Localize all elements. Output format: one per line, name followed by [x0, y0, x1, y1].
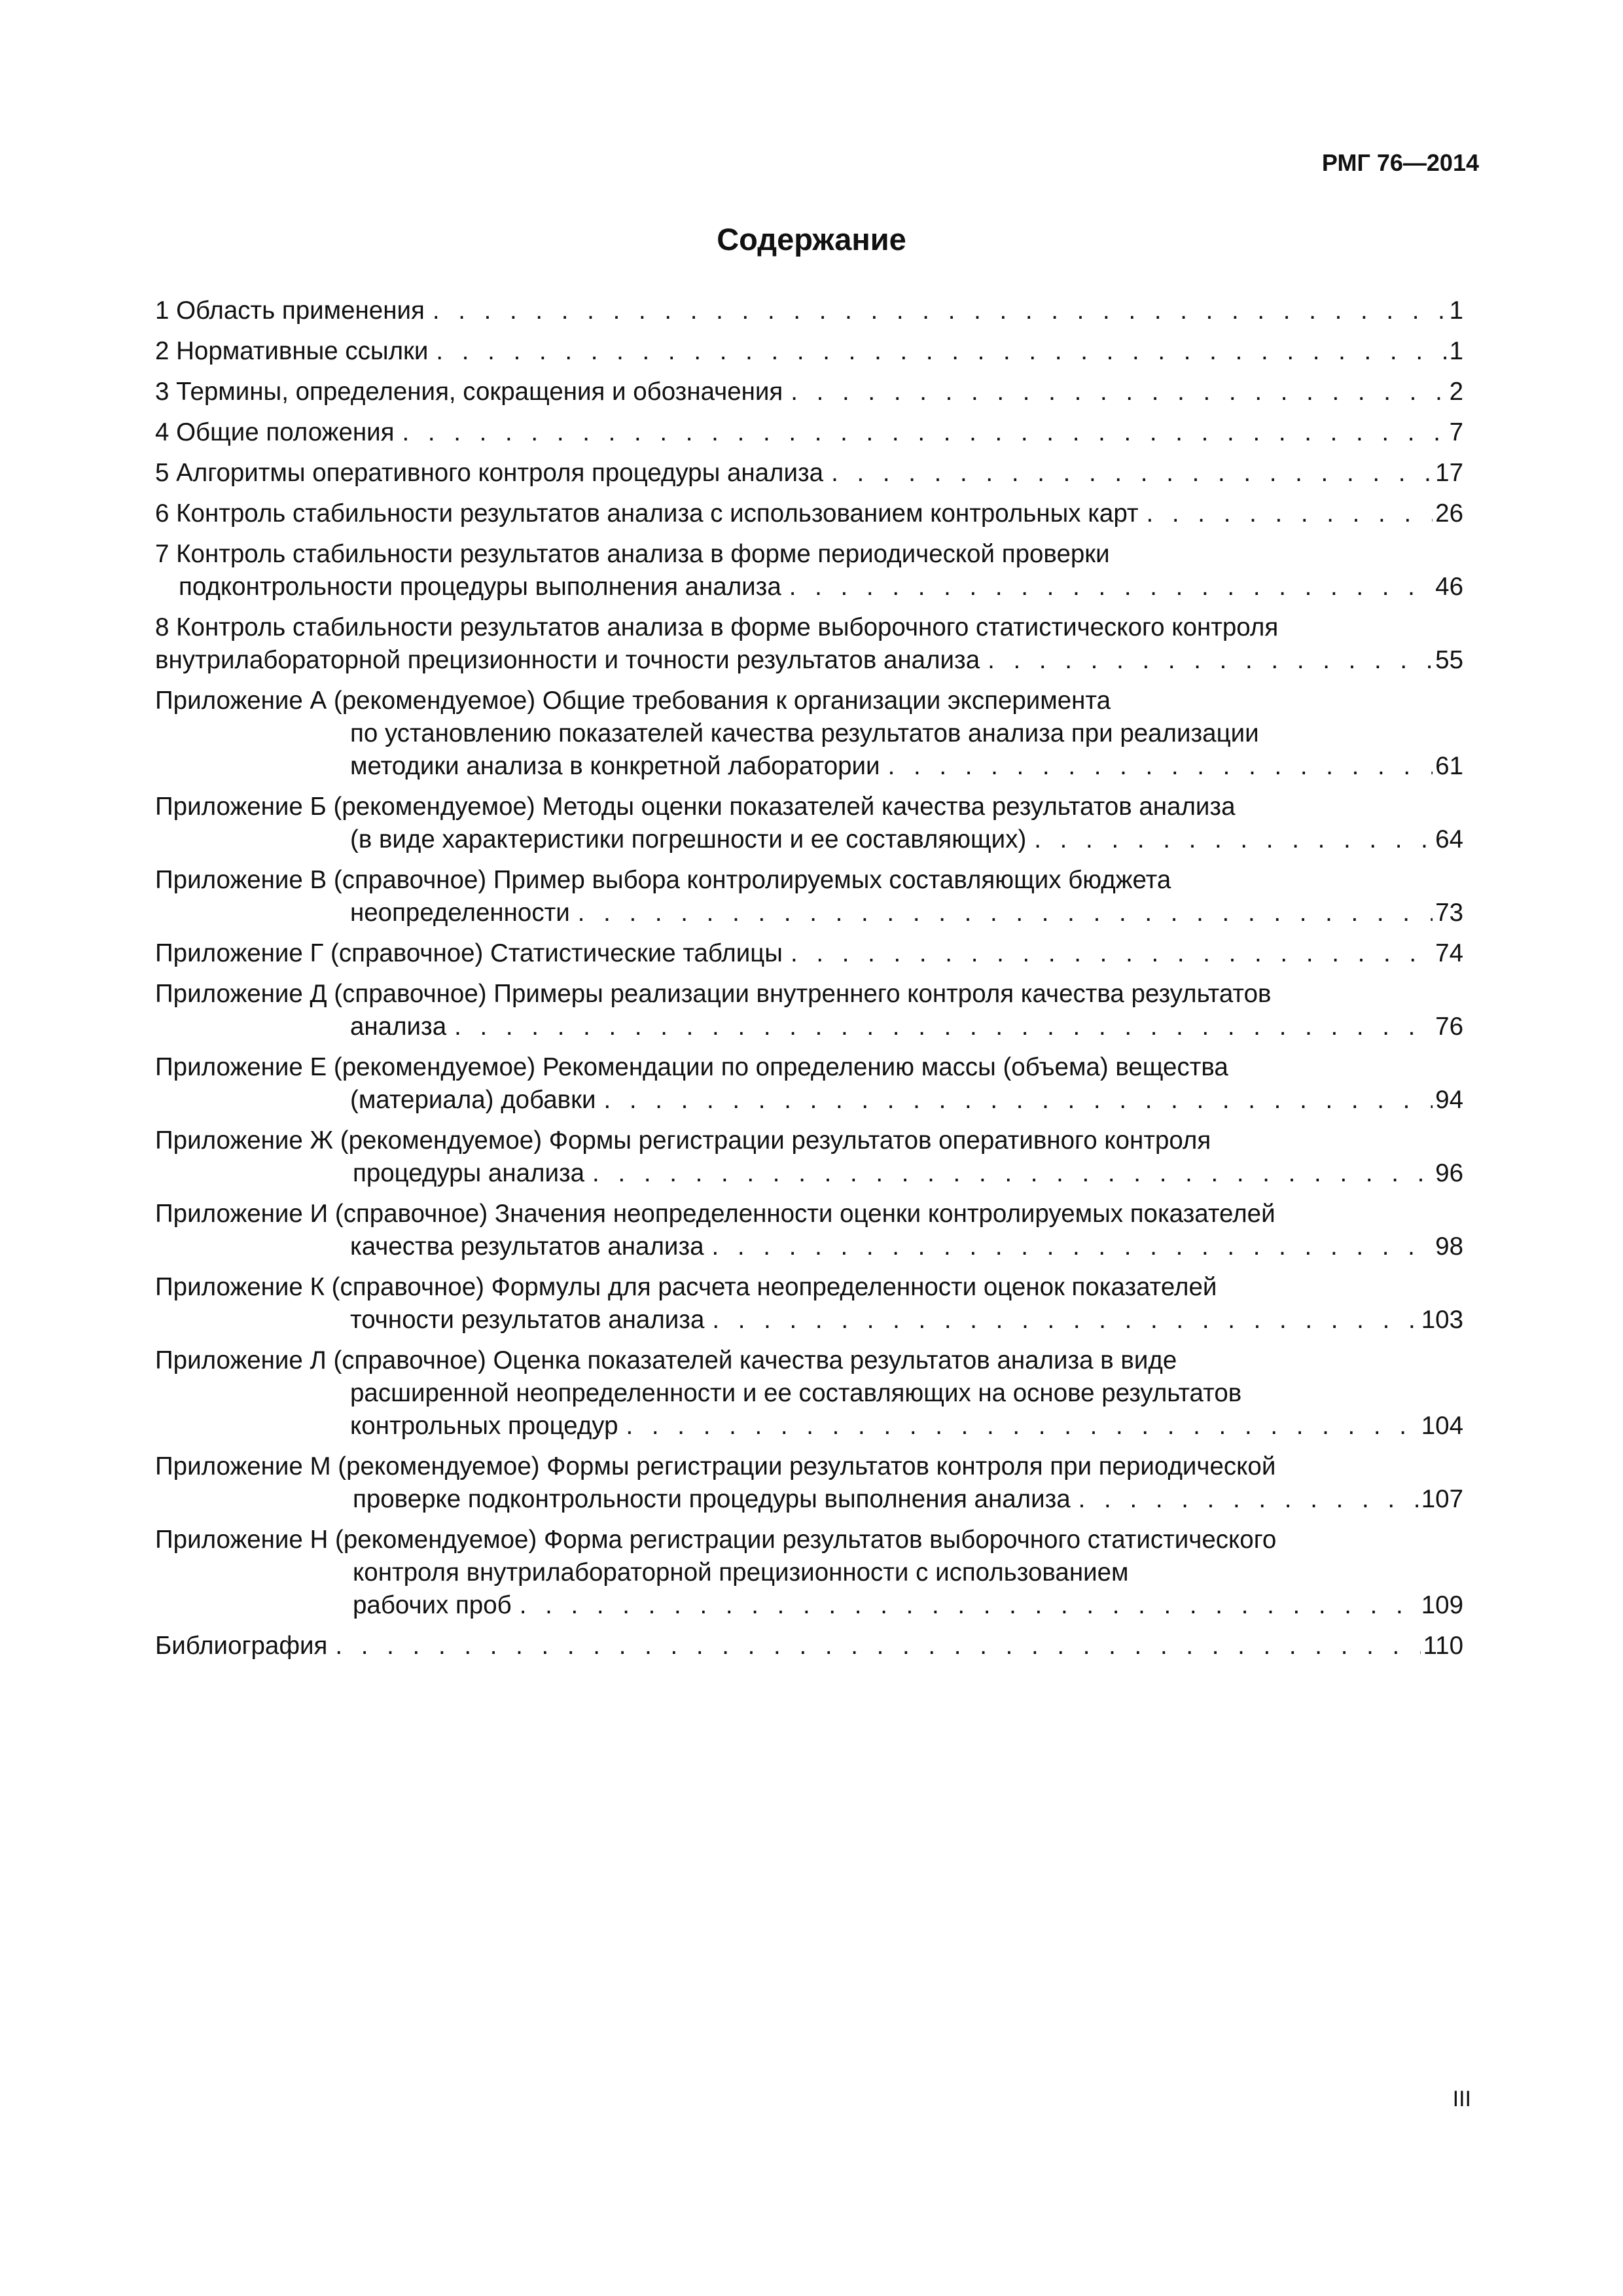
toc-entry-8[interactable]	[155, 611, 1463, 677]
toc-entry-text: Приложение Ж (рекомендуемое) Формы регистрации результатов оперативного контроля	[155, 1126, 1211, 1155]
toc-entry-appendix-g[interactable]	[155, 937, 1463, 970]
toc-entry-appendix-i[interactable]	[155, 1198, 1463, 1263]
toc-entry-appendix-m[interactable]	[155, 1450, 1463, 1516]
toc-entry-text: (в виде характеристики погрешности и ее составляющих)	[350, 825, 1027, 853]
toc-entry-text: (материала) добавки	[350, 1086, 596, 1114]
toc-entry-text: Приложение А (рекомендуемое) Общие требования к организации эксперимента	[155, 687, 1111, 715]
toc-entry-text: 2 Нормативные ссылки	[155, 337, 429, 365]
toc-entry-appendix-a[interactable]	[155, 685, 1463, 783]
toc-page-number: 17	[1435, 459, 1463, 487]
toc-entry-text: рабочих проб	[353, 1591, 512, 1619]
dot-leader	[791, 376, 1446, 408]
toc-page-number: 107	[1421, 1485, 1463, 1513]
toc-entry-text: 4 Общие положения	[155, 418, 395, 446]
toc-entry-text: анализа	[350, 1013, 447, 1041]
toc-entry-text: Приложение Г (справочное) Статистические таблицы	[155, 939, 783, 967]
toc-title: Содержание	[717, 222, 906, 257]
dot-leader	[603, 1084, 1433, 1117]
toc-page-number: 109	[1421, 1591, 1463, 1619]
toc-page-number: 26	[1435, 499, 1463, 528]
dot-leader	[988, 644, 1433, 677]
toc-entry-text: Приложение Л (справочное) Оценка показателей качества результатов анализа в виде	[155, 1346, 1177, 1374]
toc-entry-7[interactable]	[155, 538, 1463, 603]
toc-entry-bibliography[interactable]	[155, 1630, 1463, 1662]
toc-entry-text: проверке подконтрольности процедуры выполнения анализа	[353, 1485, 1071, 1513]
dot-leader	[831, 457, 1433, 490]
toc-entry-text: процедуры анализа	[353, 1159, 585, 1187]
toc-entry-text: методики анализа в конкретной лаборатории	[350, 752, 880, 780]
toc-page-number: 74	[1435, 939, 1463, 967]
toc-entry-text: расширенной неопределенности и ее составляющих на основе результатов	[350, 1379, 1242, 1407]
toc-entry-text: Приложение К (справочное) Формулы для расчета неопределенности оценок показателей	[155, 1273, 1217, 1301]
dot-leader	[433, 295, 1447, 327]
dot-leader	[789, 571, 1433, 603]
toc-entry-3[interactable]	[155, 376, 1463, 408]
toc-entry-text: Библиография	[155, 1632, 328, 1660]
toc-page-number: 73	[1435, 899, 1463, 927]
toc-entry-4[interactable]	[155, 416, 1463, 449]
toc-page-number: 55	[1435, 646, 1463, 674]
toc-entry-2[interactable]	[155, 335, 1463, 368]
toc-page-number: 7	[1449, 418, 1463, 446]
toc-page-number: 76	[1435, 1013, 1463, 1041]
toc-entry-text: 5 Алгоритмы оперативного контроля процедуры анализа	[155, 459, 824, 487]
dot-leader	[888, 750, 1433, 783]
toc-entry-appendix-d[interactable]	[155, 978, 1463, 1043]
toc-entry-text: качества результатов анализа	[350, 1232, 704, 1261]
table-of-contents	[155, 295, 1463, 1670]
toc-entry-text: Приложение В (справочное) Пример выбора контролируемых составляющих бюджета	[155, 866, 1171, 894]
toc-page-number: 94	[1435, 1086, 1463, 1114]
dot-leader	[626, 1410, 1419, 1443]
toc-entry-text: 6 Контроль стабильности результатов анализа с использованием контрольных карт	[155, 499, 1139, 528]
toc-page-number: 2	[1449, 378, 1463, 406]
toc-entry-text: Приложение Е (рекомендуемое) Рекомендации по определению массы (объема) вещества	[155, 1053, 1228, 1081]
toc-entry-text: Приложение Б (рекомендуемое) Методы оценки показателей качества результатов анализа	[155, 793, 1236, 821]
toc-entry-text: Приложение Н (рекомендуемое) Форма регистрации результатов выборочного статистического	[155, 1526, 1277, 1554]
toc-entry-appendix-b[interactable]	[155, 791, 1463, 856]
toc-entry-text: точности результатов анализа	[350, 1306, 705, 1334]
dot-leader	[454, 1011, 1433, 1043]
toc-entry-appendix-zh[interactable]	[155, 1124, 1463, 1190]
toc-entry-1[interactable]	[155, 295, 1463, 327]
toc-entry-6[interactable]	[155, 497, 1463, 530]
toc-entry-5[interactable]	[155, 457, 1463, 490]
toc-entry-text: 7 Контроль стабильности результатов анализа в форме периодической проверки	[155, 540, 1110, 568]
dot-leader	[436, 335, 1446, 368]
page-number: III	[1452, 2087, 1471, 2111]
toc-page-number: 98	[1435, 1232, 1463, 1261]
toc-entry-text: 3 Термины, определения, сокращения и обозначения	[155, 378, 783, 406]
toc-entry-appendix-k[interactable]	[155, 1271, 1463, 1336]
toc-entry-appendix-v[interactable]	[155, 864, 1463, 929]
dot-leader	[578, 897, 1433, 929]
toc-page-number: 104	[1421, 1412, 1463, 1440]
dot-leader	[712, 1230, 1433, 1263]
toc-entry-appendix-n[interactable]	[155, 1524, 1463, 1622]
toc-entry-text: контрольных процедур	[350, 1412, 618, 1440]
toc-entry-text: подконтрольности процедуры выполнения анализа	[179, 573, 781, 601]
toc-entry-text: 1 Область применения	[155, 296, 425, 325]
document-code: РМГ 76—2014	[1321, 149, 1479, 176]
toc-page-number: 110	[1423, 1632, 1463, 1660]
dot-leader	[520, 1589, 1419, 1622]
toc-entry-appendix-l[interactable]	[155, 1344, 1463, 1443]
toc-page-number: 64	[1435, 825, 1463, 853]
toc-entry-text: Приложение Д (справочное) Примеры реализации внутреннего контроля качества результатов	[155, 980, 1272, 1008]
toc-entry-text: контроля внутрилабораторной прецизионности с использованием	[353, 1558, 1129, 1587]
dot-leader	[402, 416, 1446, 449]
toc-entry-text: внутрилабораторной прецизионности и точности результатов анализа	[155, 646, 980, 674]
dot-leader	[1147, 497, 1433, 530]
toc-page-number: 103	[1421, 1306, 1463, 1334]
dot-leader	[1079, 1483, 1419, 1516]
toc-page-number: 1	[1449, 296, 1463, 325]
toc-page-number: 96	[1435, 1159, 1463, 1187]
dot-leader	[1034, 823, 1433, 856]
toc-entry-text: неопределенности	[350, 899, 570, 927]
toc-entry-appendix-e[interactable]	[155, 1051, 1463, 1117]
toc-entry-text: 8 Контроль стабильности результатов анализа в форме выборочного статистического контроля	[155, 613, 1279, 641]
dot-leader	[335, 1630, 1420, 1662]
dot-leader	[712, 1304, 1418, 1336]
toc-entry-text: Приложение М (рекомендуемое) Формы регистрации результатов контроля при периодической	[155, 1452, 1276, 1480]
toc-entry-text: Приложение И (справочное) Значения неопределенности оценки контролируемых показателей	[155, 1200, 1275, 1228]
dot-leader	[791, 937, 1433, 970]
toc-page-number: 61	[1435, 752, 1463, 780]
toc-page-number: 1	[1449, 337, 1463, 365]
toc-entry-text: по установлению показателей качества результатов анализа при реализации	[350, 719, 1259, 747]
toc-page-number: 46	[1435, 573, 1463, 601]
dot-leader	[592, 1157, 1433, 1190]
